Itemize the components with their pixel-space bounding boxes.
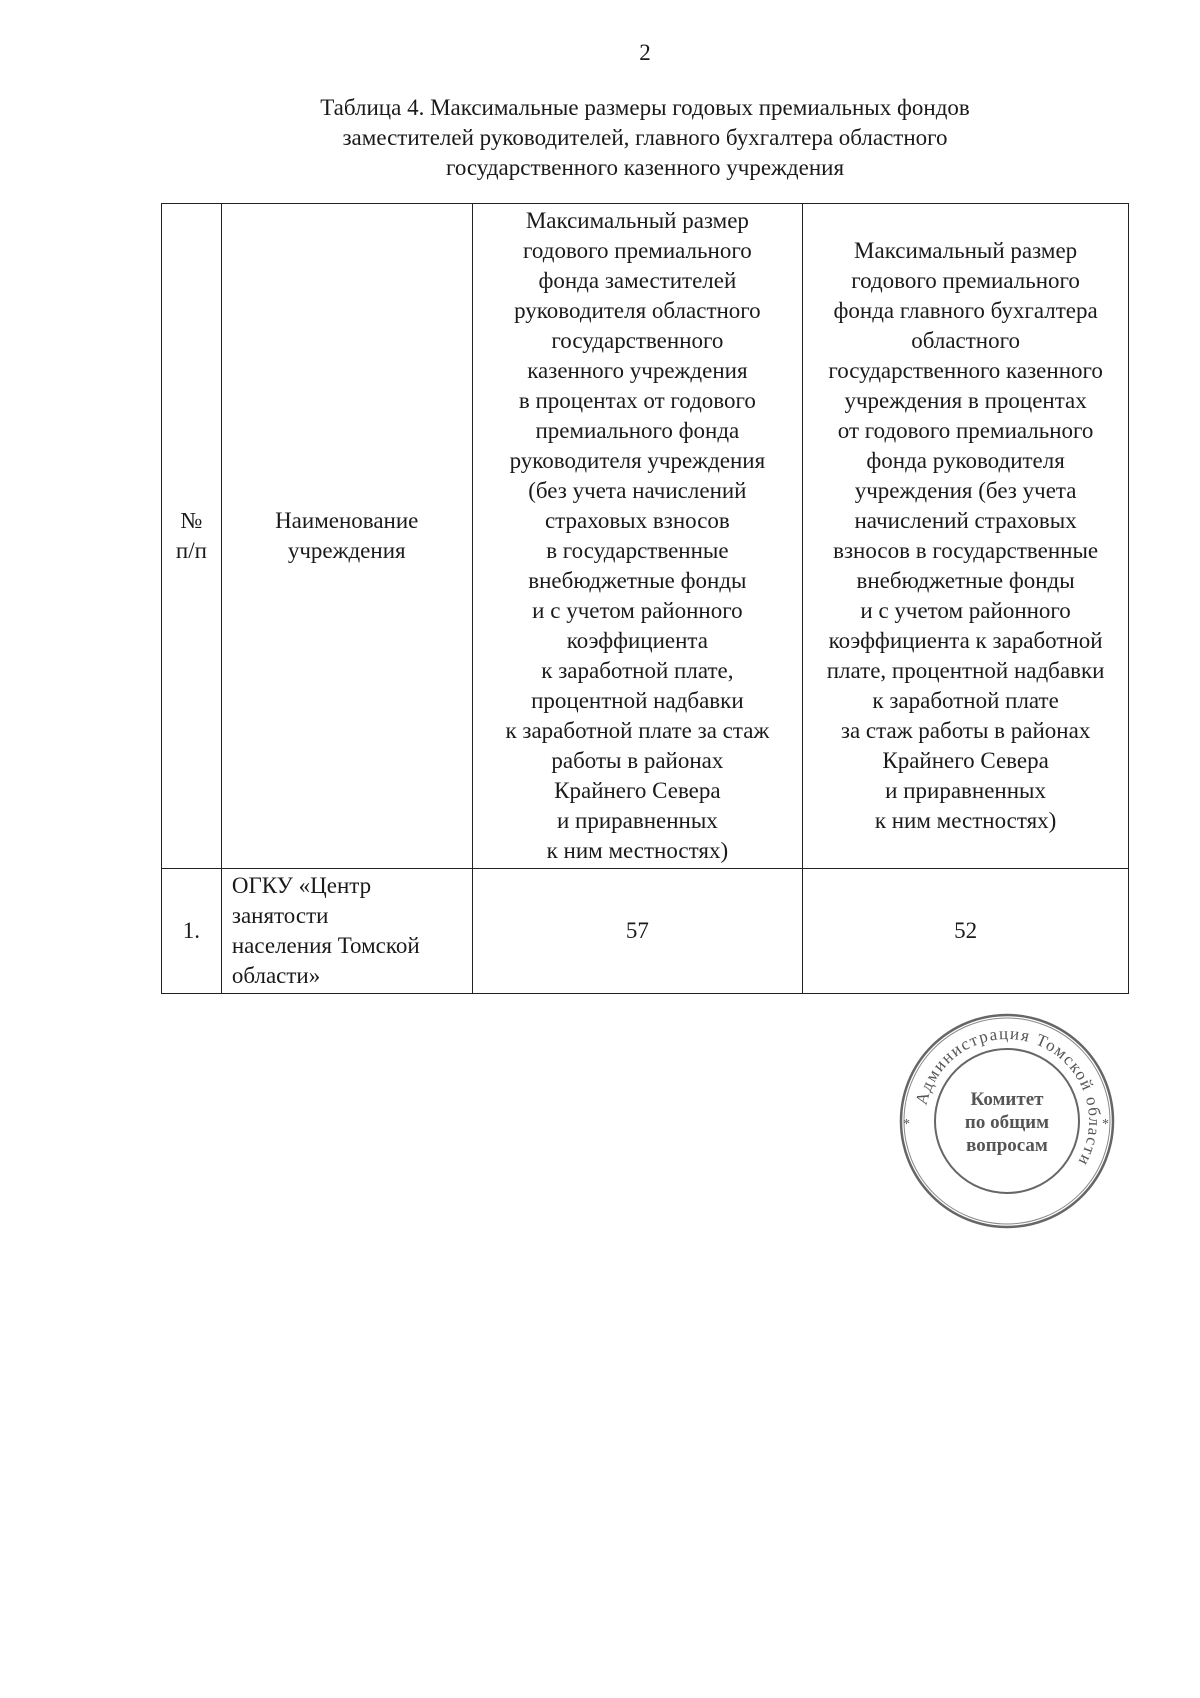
- cell-text-line: и приравненных: [885, 778, 1047, 803]
- header-name: [221, 204, 472, 869]
- cell-text-line: внебюджетные фонды: [856, 568, 1075, 593]
- cell-text-line: годового премиального: [523, 238, 752, 263]
- cell-text-line: Крайнего Севера: [882, 748, 1049, 773]
- cell-text-line: учреждения: [287, 538, 406, 563]
- cell-text-line: работы в районах: [551, 748, 724, 773]
- page-number: 2: [639, 40, 651, 65]
- cell-text-line: фонда руководителя: [866, 448, 1065, 473]
- cell-text-line: коэффициента: [566, 628, 708, 653]
- cell-text-line: (без учета начислений: [528, 478, 747, 503]
- table-caption: [250, 93, 1040, 183]
- cell-text-line: к ним местностях): [874, 808, 1057, 833]
- cell-text-line: Максимальный размер: [525, 208, 749, 233]
- stamp-seal-icon: [897, 1010, 1117, 1232]
- cell-text-line: за стаж работы в районах: [840, 718, 1091, 743]
- cell-text-line: премиального фонда: [535, 418, 740, 443]
- cell-text-line: годового премиального: [851, 268, 1080, 293]
- cell-text-line: и с учетом районного: [860, 598, 1071, 623]
- cell-text-line: руководителя учреждения: [509, 448, 766, 473]
- stamp-line: Комитет: [970, 1089, 1044, 1110]
- row-deputy-value: 57: [472, 869, 803, 994]
- cell-text-line: от годового премиального: [837, 418, 1094, 443]
- cell-text-line: к заработной плате,: [541, 658, 734, 683]
- cell-text-line: населения Томской: [231, 933, 420, 958]
- cell-text-line: процентной надбавки: [531, 688, 744, 713]
- cell-text-line: Максимальный размер: [854, 238, 1078, 263]
- row-num: 1.: [162, 869, 222, 994]
- cell-text-line: внебюджетные фонды: [528, 568, 747, 593]
- cell-text-line: плате, процентной надбавки: [826, 658, 1105, 683]
- row-org-name: [221, 869, 472, 994]
- official-stamp: [897, 1010, 1117, 1232]
- row-accountant-value: 52: [803, 869, 1129, 994]
- cell-text-line: учреждения (без учета: [854, 478, 1077, 503]
- cell-text-line: занятости: [231, 903, 329, 928]
- cell-text-line: Крайнего Севера: [554, 778, 721, 803]
- header-deputy: [472, 204, 803, 869]
- cell-text-line: к ним местностях): [546, 838, 729, 863]
- cell-text-line: фонда заместителей: [538, 268, 737, 293]
- cell-text-line: взносов в государственные: [833, 538, 1099, 563]
- stamp-ring-text: Администрация Томской области: [911, 1023, 1105, 1170]
- cell-text-line: и приравненных: [556, 808, 718, 833]
- caption-line: заместителей руководителей, главного бухгалтера областного: [342, 125, 948, 150]
- cell-text-line: государственного: [551, 328, 724, 353]
- stamp-line: по общим: [964, 1112, 1050, 1133]
- cell-text-line: в государственные: [546, 538, 729, 563]
- cell-text-line: начислений страховых: [854, 508, 1077, 533]
- svg-text:*: *: [1102, 1117, 1109, 1132]
- table-header-row: [162, 204, 1129, 869]
- header-accountant: [803, 204, 1129, 869]
- cell-text-line: к заработной плате за стаж: [505, 718, 770, 743]
- cell-text-line: коэффициента к заработной: [828, 628, 1103, 653]
- cell-text-line: Наименование: [275, 508, 419, 533]
- cell-text-line: ОГКУ «Центр: [231, 873, 372, 898]
- header-num: [162, 204, 222, 869]
- caption-line: государственного казенного учреждения: [445, 155, 845, 180]
- cell-text-line: и с учетом районного: [532, 598, 743, 623]
- cell-text-line: п/п: [175, 538, 207, 563]
- stamp-line: вопросам: [966, 1135, 1048, 1156]
- cell-text-line: государственного казенного: [828, 358, 1103, 383]
- table-row: [162, 869, 1129, 994]
- cell-text-line: области»: [231, 963, 321, 988]
- caption-line: Таблица 4. Максимальные размеры годовых премиальных фондов: [320, 95, 970, 120]
- cell-text-line: казенного учреждения: [527, 358, 748, 383]
- premium-fund-table: [161, 203, 1129, 994]
- cell-text-line: страховых взносов: [544, 508, 730, 533]
- cell-text-line: руководителя областного: [514, 298, 761, 323]
- cell-text-line: к заработной плате: [872, 688, 1059, 713]
- cell-text-line: фонда главного бухгалтера: [833, 298, 1098, 323]
- cell-text-line: №: [180, 508, 203, 533]
- cell-text-line: областного: [911, 328, 1020, 353]
- cell-text-line: в процентах от годового: [518, 388, 756, 413]
- cell-text-line: учреждения в процентах: [844, 388, 1087, 413]
- svg-text:*: *: [903, 1117, 910, 1132]
